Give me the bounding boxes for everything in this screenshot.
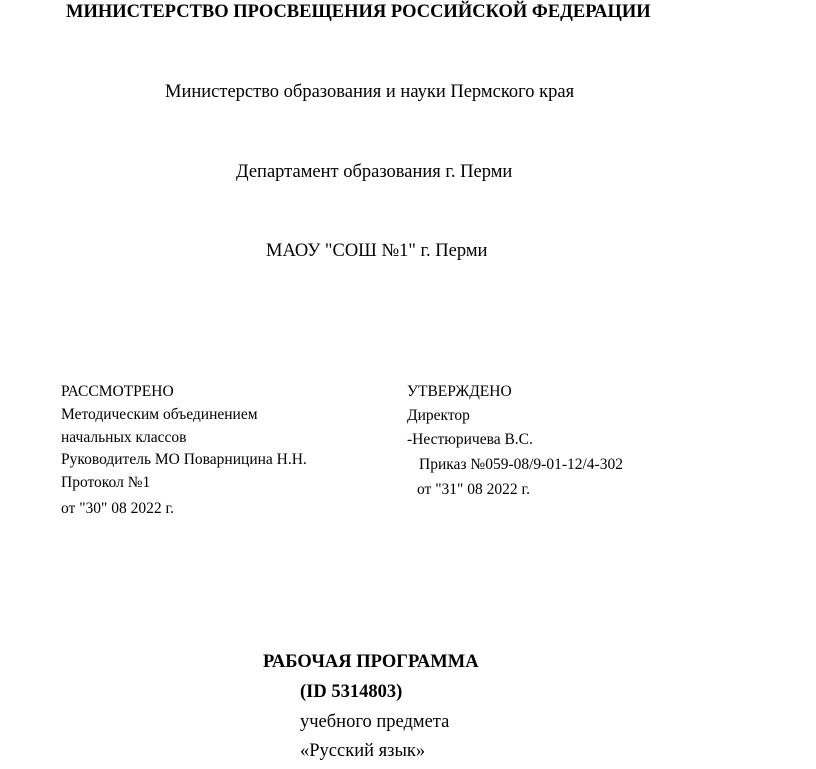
approved-line-4: от "31" 08 2022 г. (417, 481, 530, 498)
reviewed-title: РАССМОТРЕНО (61, 383, 174, 400)
program-subject: «Русский язык» (300, 741, 426, 761)
program-id: (ID 5314803) (300, 682, 403, 702)
school-heading: МАОУ "СОШ №1" г. Перми (266, 241, 488, 261)
reviewed-line-4: Протокол №1 (61, 474, 151, 491)
regional-ministry-heading: Министерство образования и науки Пермского края (165, 82, 575, 102)
department-heading: Департамент образования г. Перми (236, 162, 513, 182)
reviewed-line-3: Руководитель МО Поварницина Н.Н. (61, 451, 307, 468)
approved-line-1: Директор (407, 407, 470, 424)
reviewed-line-5: от "30" 08 2022 г. (61, 500, 174, 517)
ministry-heading: МИНИСТЕРСТВО ПРОСВЕЩЕНИЯ РОССИЙСКОЙ ФЕДЕРАЦИИ (66, 2, 651, 22)
reviewed-line-1: Методическим объединением (61, 406, 258, 423)
program-title: РАБОЧАЯ ПРОГРАММА (263, 652, 479, 672)
approved-line-2: -Нестюричева В.С. (407, 431, 533, 448)
program-subject-label: учебного предмета (300, 712, 450, 732)
reviewed-line-2: начальных классов (61, 429, 187, 446)
approved-line-3: Приказ №059-08/9-01-12/4-302 (419, 456, 623, 473)
approved-title: УТВЕРЖДЕНО (407, 383, 512, 400)
